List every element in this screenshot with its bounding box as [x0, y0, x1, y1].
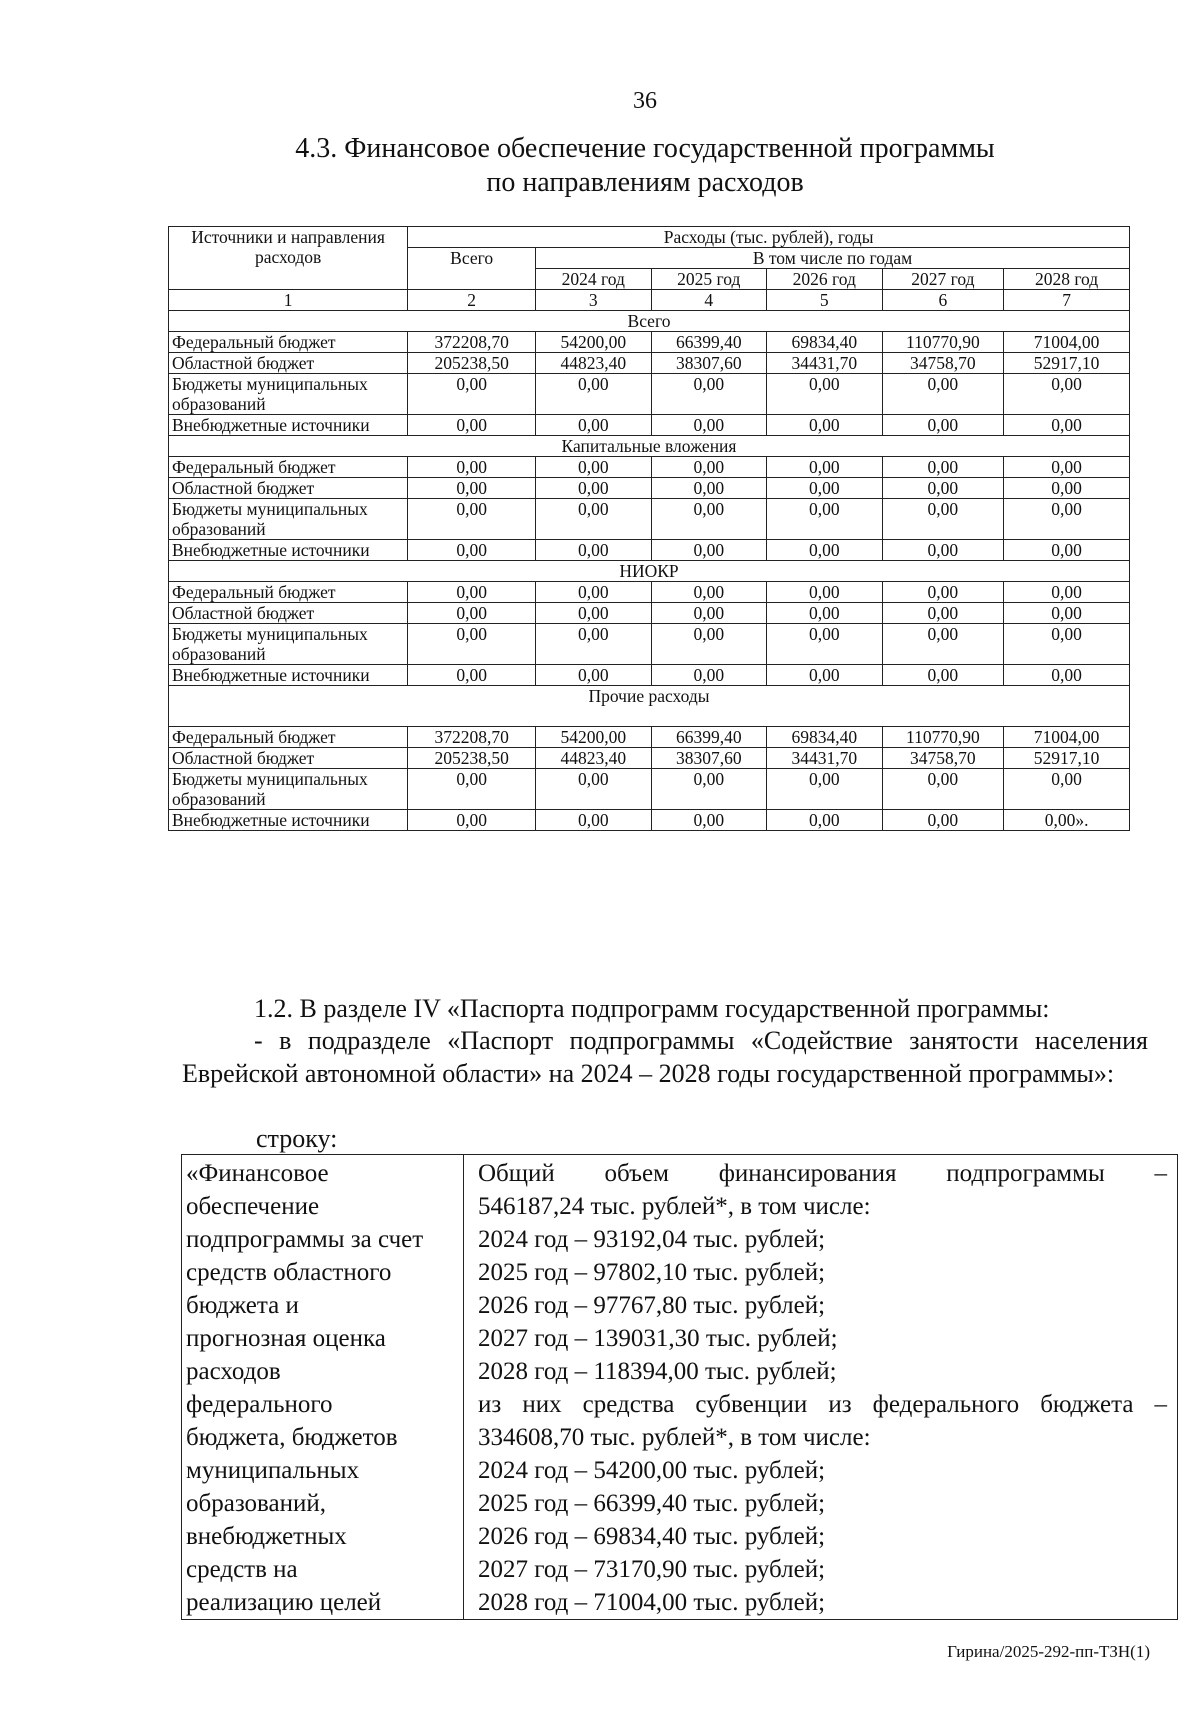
- table-row: [169, 582, 1130, 603]
- header-by-year: В том числе по годам: [536, 248, 1130, 269]
- section-row: [169, 686, 1130, 727]
- passport-value-line: 2025 год – 97802,10 тыс. рублей;: [478, 1259, 826, 1286]
- passport-value-line: 2028 год – 118394,00 тыс. рублей;: [478, 1358, 837, 1385]
- table-row: [169, 415, 1130, 436]
- row-value: 66399,40: [651, 727, 766, 748]
- table-row: [169, 478, 1130, 499]
- row-value: 0,00: [767, 665, 882, 686]
- col-number: 3: [536, 290, 651, 311]
- row-source-label: Областной бюджет: [169, 353, 408, 374]
- row-value: 0,00: [651, 499, 766, 540]
- table-row: [169, 499, 1130, 540]
- section-title: Всего: [169, 311, 1130, 332]
- passport-value-line: 2028 год – 71004,00 тыс. рублей;: [478, 1589, 826, 1616]
- row-value: 0,00: [1004, 457, 1130, 478]
- passport-label-line: обеспечение: [186, 1193, 320, 1220]
- table-row: [169, 769, 1130, 810]
- passport-value-line: 2024 год – 54200,00 тыс. рублей;: [478, 1457, 826, 1484]
- row-value: 34758,70: [882, 353, 1004, 374]
- passport-label-line: средств на: [186, 1556, 298, 1583]
- row-value: 0,00: [767, 624, 882, 665]
- row-value: 0,00: [536, 457, 651, 478]
- passport-label-line: «Финансовое: [186, 1160, 329, 1187]
- row-value: 0,00: [882, 810, 1004, 831]
- row-value: 0,00: [536, 769, 651, 810]
- row-value: 0,00: [882, 603, 1004, 624]
- passport-label-line: федерального: [186, 1391, 333, 1418]
- row-value: 0,00: [408, 624, 536, 665]
- row-source-label: Областной бюджет: [169, 478, 408, 499]
- row-value: 44823,40: [536, 748, 651, 769]
- row-value: 0,00: [882, 374, 1004, 415]
- row-source-label: Внебюджетные источники: [169, 810, 408, 831]
- row-source-label: Бюджеты муниципальных образований: [169, 499, 408, 540]
- row-value: 0,00: [651, 582, 766, 603]
- row-value: 0,00: [767, 810, 882, 831]
- col-number: 6: [882, 290, 1004, 311]
- passport-value-line: 2026 год – 69834,40 тыс. рублей;: [478, 1523, 826, 1550]
- passport-label-line: реализацию целей: [186, 1589, 382, 1616]
- table-row: [169, 353, 1130, 374]
- row-source-label: Федеральный бюджет: [169, 727, 408, 748]
- section-title-line1: 4.3. Финансовое обеспечение государственной программы: [295, 133, 995, 164]
- row-value: 0,00: [651, 603, 766, 624]
- table-row: [169, 332, 1130, 353]
- table-row: [169, 624, 1130, 665]
- row-value: 0,00: [767, 457, 882, 478]
- section-title: НИОКР: [169, 561, 1130, 582]
- section-row: [169, 561, 1130, 582]
- financing-table: [168, 226, 1130, 831]
- col-number: 2: [408, 290, 536, 311]
- passport-value-line: 334608,70 тыс. рублей*, в том числе:: [478, 1424, 871, 1451]
- row-value: 0,00: [408, 540, 536, 561]
- row-value: 0,00: [882, 478, 1004, 499]
- row-source-label: Внебюджетные источники: [169, 540, 408, 561]
- page-number: 36: [633, 88, 657, 114]
- header-year: 2027 год: [882, 269, 1004, 290]
- paragraph-1-2: 1.2. В разделе IV «Паспорта подпрограмм государственной программы:: [254, 994, 1050, 1023]
- row-source-label: Бюджеты муниципальных образований: [169, 769, 408, 810]
- row-value: 0,00: [536, 582, 651, 603]
- passport-label-line: средств областного: [186, 1259, 392, 1286]
- row-value: 52917,10: [1004, 353, 1130, 374]
- row-source-label: Бюджеты муниципальных образований: [169, 624, 408, 665]
- row-value: 0,00: [536, 478, 651, 499]
- row-value: 0,00: [767, 769, 882, 810]
- row-value: 0,00: [651, 769, 766, 810]
- row-value: 69834,40: [767, 332, 882, 353]
- row-value: 0,00: [536, 624, 651, 665]
- row-value: 71004,00: [1004, 332, 1130, 353]
- row-value: 0,00: [767, 374, 882, 415]
- row-value: 0,00: [882, 540, 1004, 561]
- table-row: [169, 603, 1130, 624]
- row-value: 0,00: [1004, 499, 1130, 540]
- row-value: 0,00».: [1004, 810, 1130, 831]
- row-value: 0,00: [651, 374, 766, 415]
- row-value: 0,00: [767, 478, 882, 499]
- row-value: 0,00: [767, 582, 882, 603]
- row-value: 0,00: [408, 374, 536, 415]
- section-row: [169, 311, 1130, 332]
- table-row: [169, 665, 1130, 686]
- row-value: 0,00: [1004, 582, 1130, 603]
- row-value: 110770,90: [882, 727, 1004, 748]
- passport-label-line: бюджета, бюджетов: [186, 1424, 398, 1451]
- row-value: 38307,60: [651, 353, 766, 374]
- row-value: 0,00: [408, 810, 536, 831]
- passport-row-value: [464, 1155, 1177, 1619]
- row-value: 0,00: [408, 769, 536, 810]
- table-row: [169, 374, 1130, 415]
- row-value: 0,00: [767, 540, 882, 561]
- passport-label-line: прогнозная оценка: [186, 1325, 386, 1352]
- row-value: 0,00: [408, 457, 536, 478]
- col-number: 7: [1004, 290, 1130, 311]
- header-year: 2024 год: [536, 269, 651, 290]
- row-value: 0,00: [536, 603, 651, 624]
- table-row: [169, 457, 1130, 478]
- passport-value-line: 2027 год – 139031,30 тыс. рублей;: [478, 1325, 838, 1352]
- passport-value-line: 2024 год – 93192,04 тыс. рублей;: [478, 1226, 826, 1253]
- row-value: 34431,70: [767, 748, 882, 769]
- passport-row-table: [181, 1154, 1178, 1620]
- row-value: 0,00: [1004, 478, 1130, 499]
- section-title: Прочие расходы: [169, 686, 1130, 727]
- col-number: 1: [169, 290, 408, 311]
- paragraph-subsection: - в подразделе «Паспорт подпрограммы «Содействие занятости населения Еврейской автономной области» на 2024 – 2028 годы государственной программы»:: [182, 1026, 1148, 1088]
- row-value: 0,00: [651, 415, 766, 436]
- row-source-label: Областной бюджет: [169, 603, 408, 624]
- row-value: 0,00: [536, 540, 651, 561]
- row-value: 0,00: [651, 624, 766, 665]
- row-value: 54200,00: [536, 332, 651, 353]
- row-value: 0,00: [882, 457, 1004, 478]
- row-value: 0,00: [408, 499, 536, 540]
- passport-value-line: 2025 год – 66399,40 тыс. рублей;: [478, 1490, 826, 1517]
- row-value: 54200,00: [536, 727, 651, 748]
- passport-value-line: 2026 год – 97767,80 тыс. рублей;: [478, 1292, 826, 1319]
- passport-value-line: 546187,24 тыс. рублей*, в том числе:: [478, 1193, 871, 1220]
- row-value: 0,00: [651, 810, 766, 831]
- table-row: [169, 727, 1130, 748]
- row-value: 44823,40: [536, 353, 651, 374]
- table-row: [169, 540, 1130, 561]
- passport-label-line: муниципальных: [186, 1457, 360, 1484]
- section-title-line2: по направлениям расходов: [486, 167, 804, 198]
- section-title: [0, 132, 1200, 200]
- header-sources: Источники и направления расходов: [169, 227, 408, 290]
- row-value: 0,00: [536, 665, 651, 686]
- row-value: 66399,40: [651, 332, 766, 353]
- row-value: 205238,50: [408, 353, 536, 374]
- row-value: 0,00: [651, 457, 766, 478]
- row-value: 205238,50: [408, 748, 536, 769]
- row-source-label: Федеральный бюджет: [169, 332, 408, 353]
- passport-label-line: расходов: [186, 1358, 281, 1385]
- table-row: [169, 748, 1130, 769]
- row-value: 0,00: [408, 415, 536, 436]
- passport-label-line: внебюджетных: [186, 1523, 347, 1550]
- row-value: 52917,10: [1004, 748, 1130, 769]
- row-value: 372208,70: [408, 332, 536, 353]
- row-value: 0,00: [536, 810, 651, 831]
- col-number: 5: [767, 290, 882, 311]
- row-value: 0,00: [651, 478, 766, 499]
- row-source-label: Внебюджетные источники: [169, 415, 408, 436]
- row-value: 0,00: [1004, 415, 1130, 436]
- row-value: 0,00: [1004, 374, 1130, 415]
- row-source-label: Федеральный бюджет: [169, 582, 408, 603]
- table-row: [169, 810, 1130, 831]
- passport-label-line: бюджета и: [186, 1292, 299, 1319]
- row-value: 0,00: [882, 582, 1004, 603]
- passport-value-line: из них средства субвенции из федерального бюджета –: [478, 1391, 1167, 1418]
- passport-label-line: подпрограммы за счет: [186, 1226, 424, 1253]
- row-value: 0,00: [882, 415, 1004, 436]
- header-year: 2026 год: [767, 269, 882, 290]
- row-value: 0,00: [1004, 769, 1130, 810]
- section-row: [169, 436, 1130, 457]
- header-total: Всего: [408, 248, 536, 290]
- section-title: Капитальные вложения: [169, 436, 1130, 457]
- row-source-label: Областной бюджет: [169, 748, 408, 769]
- row-value: 0,00: [651, 540, 766, 561]
- passport-value-line: Общий объем финансирования подпрограммы –: [478, 1160, 1167, 1187]
- row-value: 0,00: [882, 499, 1004, 540]
- row-value: 0,00: [882, 624, 1004, 665]
- row-source-label: Внебюджетные источники: [169, 665, 408, 686]
- row-value: 0,00: [408, 665, 536, 686]
- row-value: 0,00: [651, 665, 766, 686]
- row-value: 0,00: [408, 478, 536, 499]
- row-value: 0,00: [1004, 665, 1130, 686]
- row-value: 0,00: [408, 582, 536, 603]
- header-year: 2028 год: [1004, 269, 1130, 290]
- row-value: 34431,70: [767, 353, 882, 374]
- row-value: 0,00: [767, 499, 882, 540]
- row-value: 372208,70: [408, 727, 536, 748]
- header-year: 2025 год: [651, 269, 766, 290]
- row-value: 0,00: [1004, 624, 1130, 665]
- row-source-label: Федеральный бюджет: [169, 457, 408, 478]
- passport-value-line: 2027 год – 73170,90 тыс. рублей;: [478, 1556, 826, 1583]
- row-value: 71004,00: [1004, 727, 1130, 748]
- passport-row-label: [182, 1155, 464, 1619]
- row-value: 110770,90: [882, 332, 1004, 353]
- row-value: 0,00: [408, 603, 536, 624]
- row-value: 0,00: [1004, 540, 1130, 561]
- row-value: 0,00: [882, 769, 1004, 810]
- row-value: 34758,70: [882, 748, 1004, 769]
- row-value: 0,00: [767, 415, 882, 436]
- header-expenses: Расходы (тыс. рублей), годы: [408, 227, 1130, 248]
- col-number: 4: [651, 290, 766, 311]
- row-value: 0,00: [536, 499, 651, 540]
- row-source-label: Бюджеты муниципальных образований: [169, 374, 408, 415]
- row-value: 0,00: [882, 665, 1004, 686]
- row-value: 0,00: [1004, 603, 1130, 624]
- row-value: 0,00: [536, 415, 651, 436]
- row-value: 38307,60: [651, 748, 766, 769]
- document-footer-code: Гирина/2025-292-пп-ТЗН(1): [947, 1642, 1150, 1661]
- paragraph-row-label: строку:: [256, 1124, 338, 1153]
- row-value: 69834,40: [767, 727, 882, 748]
- row-value: 0,00: [536, 374, 651, 415]
- row-value: 0,00: [767, 603, 882, 624]
- passport-label-line: образований,: [186, 1490, 327, 1517]
